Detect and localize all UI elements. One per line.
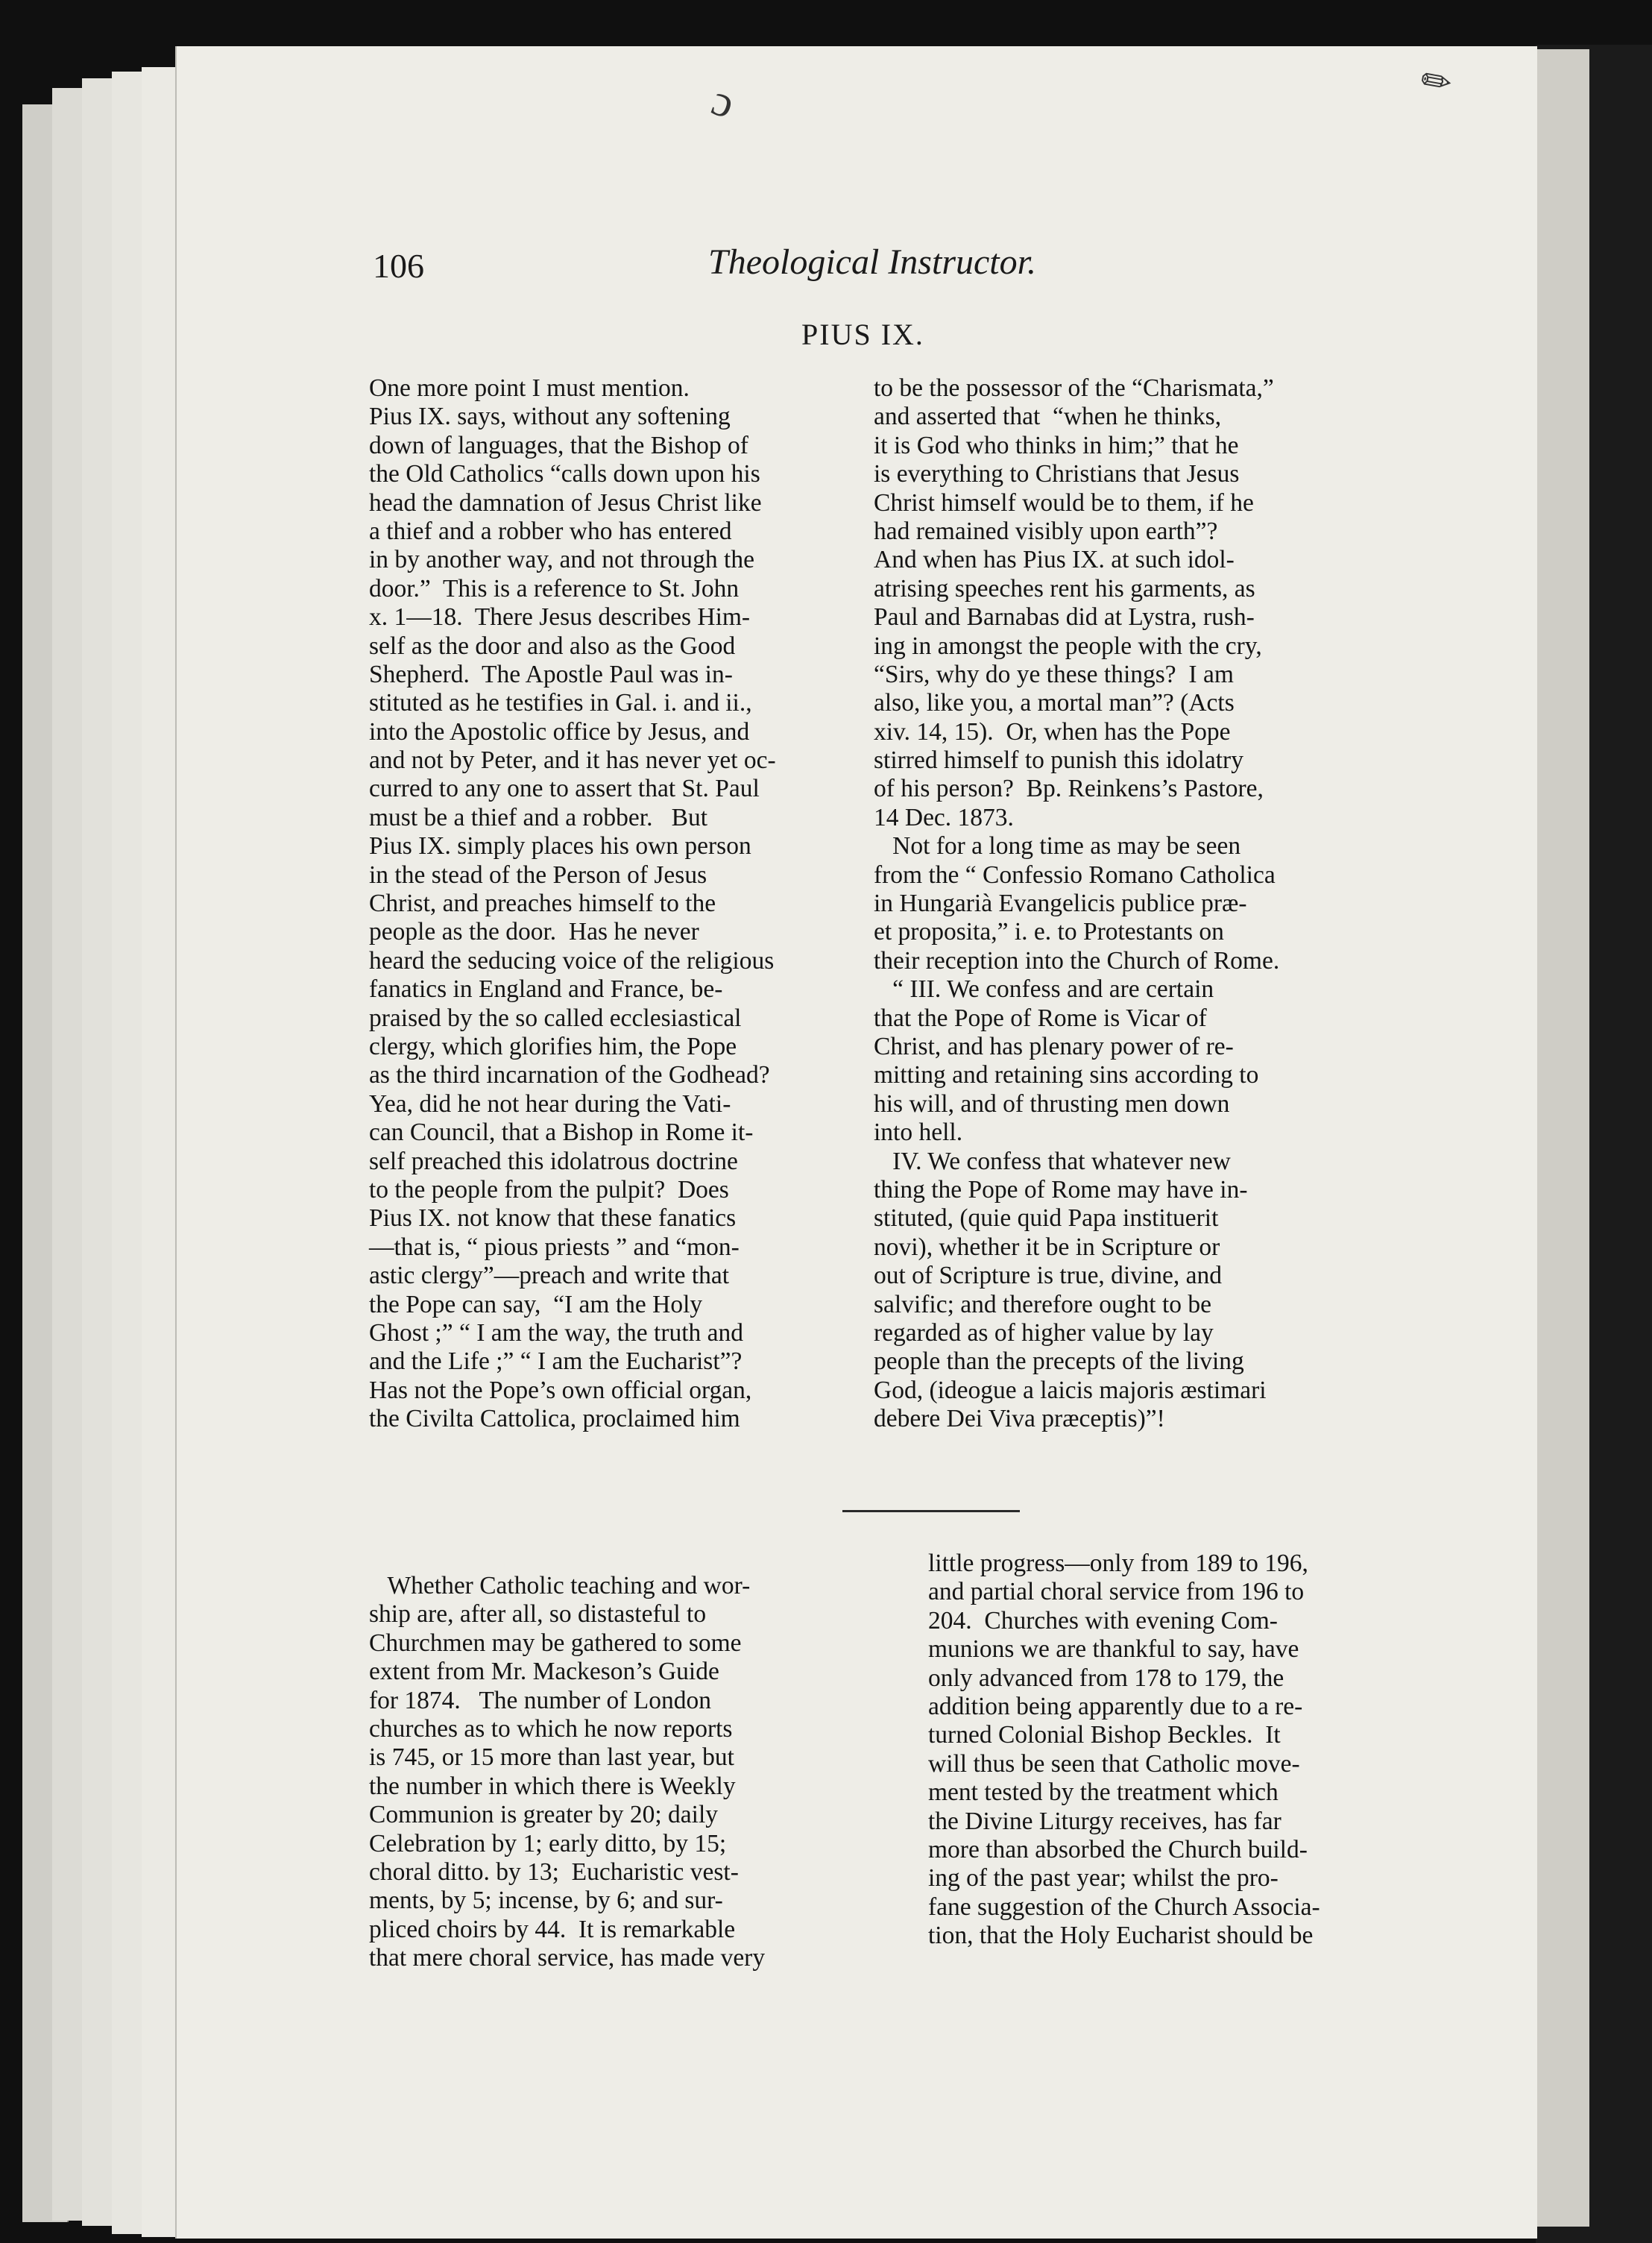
text-line: et proposita,” i. e. to Protestants on	[874, 918, 1224, 946]
text-line: atrising speeches rent his garments, as	[874, 574, 1255, 603]
text-line: —that is, “ pious priests ” and “mon-	[369, 1233, 740, 1261]
text-line: “ III. We confess and are certain	[874, 975, 1214, 1004]
text-line: stituted as he testifies in Gal. i. and ii.,	[369, 689, 752, 717]
text-line: the Divine Liturgy receives, has far	[928, 1807, 1281, 1835]
text-line: 14 Dec. 1873.	[874, 803, 1014, 831]
text-line: their reception into the Church of Rome.	[874, 946, 1280, 975]
running-title: Theological Instructor.	[708, 242, 1036, 282]
text-line: his will, and of thrusting men down	[874, 1089, 1230, 1118]
text-line: stituted, (quie quid Papa instituerit	[874, 1204, 1219, 1233]
text-line: Pius IX. says, without any softening	[369, 403, 731, 431]
page-header	[373, 242, 1409, 306]
text-line: door.” This is a reference to St. John	[369, 574, 740, 603]
text-line: curred to any one to assert that St. Paul	[369, 775, 760, 803]
text-line: ment tested by the treatment which	[928, 1778, 1279, 1807]
text-line: debere Dei Viva præceptis)”!	[874, 1405, 1165, 1433]
text-line: Shepherd. The Apostle Paul was in-	[369, 660, 733, 688]
text-line: is 745, or 15 more than last year, but	[369, 1743, 734, 1772]
text-line: in the stead of the Person of Jesus	[369, 861, 707, 889]
text-line: that mere choral service, has made very	[369, 1944, 766, 1972]
text-line: of his person? Bp. Reinkens’s Pastore,	[874, 775, 1264, 803]
text-line: praised by the so called ecclesiastical	[369, 1004, 742, 1032]
text-line: to be the possessor of the “Charismata,”	[874, 374, 1274, 402]
text-column-left-top	[369, 374, 776, 1433]
text-line: out of Scripture is true, divine, and	[874, 1262, 1223, 1290]
text-line: is everything to Christians that Jesus	[874, 460, 1240, 488]
text-line: turned Colonial Bishop Beckles. It	[928, 1721, 1281, 1749]
text-line: the Civilta Cattolica, proclaimed him	[369, 1405, 740, 1433]
text-line: 204. Churches with evening Com-	[928, 1606, 1278, 1635]
text-line: had remained visibly upon earth”?	[874, 517, 1218, 545]
text-line: people than the precepts of the living	[874, 1347, 1244, 1376]
text-line: only advanced from 178 to 179, the	[928, 1664, 1284, 1692]
text-line: mitting and retaining sins according to	[874, 1061, 1259, 1089]
text-line: self preached this idolatrous doctrine	[369, 1147, 738, 1175]
text-line: the Pope can say, “I am the Holy	[369, 1290, 703, 1318]
text-line: and the Life ;” “ I am the Eucharist”?	[369, 1347, 743, 1376]
text-line: thing the Pope of Rome may have in-	[874, 1175, 1248, 1204]
text-line: Not for a long time as may be seen	[874, 832, 1241, 861]
text-line: to the people from the pulpit? Does	[369, 1175, 729, 1204]
text-line: from the “ Confessio Romano Catholica	[874, 861, 1276, 889]
text-line: little progress—only from 189 to 196,	[928, 1550, 1308, 1577]
text-line: stirred himself to punish this idolatry	[874, 746, 1243, 775]
section-title: PIUS IX.	[801, 318, 924, 351]
text-line: fane suggestion of the Church Associa-	[928, 1893, 1320, 1921]
text-line: And when has Pius IX. at such idol-	[874, 546, 1235, 574]
text-line: Christ himself would be to them, if he	[874, 488, 1254, 517]
page-number: 106	[373, 247, 424, 285]
text-line: pliced choirs by 44. It is remarkable	[369, 1915, 736, 1943]
text-line: IV. We confess that whatever new	[874, 1147, 1231, 1175]
text-line: down of languages, that the Bishop of	[369, 431, 748, 459]
pencil-mark: ɔ	[705, 75, 742, 128]
text-line: extent from Mr. Mackeson’s Guide	[369, 1658, 719, 1686]
text-line: will thus be seen that Catholic move-	[928, 1749, 1300, 1778]
text-line: God, (ideogue a laicis majoris æstimari	[874, 1376, 1267, 1404]
text-line: the Old Catholics “calls down upon his	[369, 460, 760, 488]
text-line: also, like you, a mortal man”? (Acts	[874, 689, 1235, 717]
section-divider	[842, 1510, 1020, 1512]
text-line: Yea, did he not hear during the Vati-	[369, 1089, 731, 1118]
text-line: munions we are thankful to say, have	[928, 1635, 1299, 1664]
text-line: Whether Catholic teaching and wor-	[369, 1572, 751, 1599]
text-line: ing of the past year; whilst the pro-	[928, 1864, 1279, 1893]
text-line: choral ditto. by 13; Eucharistic vest-	[369, 1857, 739, 1886]
text-line: it is God who thinks in him;” that he	[874, 431, 1239, 459]
text-line: One more point I must mention.	[369, 374, 690, 402]
text-line: the number in which there is Weekly	[369, 1772, 736, 1800]
text-line: Christ, and preaches himself to the	[369, 890, 716, 918]
text-line: Pius IX. not know that these fanatics	[369, 1204, 737, 1233]
text-line: salvific; and therefore ought to be	[874, 1290, 1212, 1318]
text-line: and not by Peter, and it has never yet oc-	[369, 746, 776, 775]
text-line: tion, that the Holy Eucharist should be	[928, 1922, 1314, 1950]
text-column-left-bottom	[369, 1572, 765, 1972]
text-line: in by another way, and not through the	[369, 546, 754, 574]
text-line: addition being apparently due to a re-	[928, 1692, 1303, 1720]
text-line: must be a thief and a robber. But	[369, 803, 708, 831]
text-line: ing in amongst the people with the cry,	[874, 632, 1262, 660]
text-line: Pius IX. simply places his own person	[369, 832, 751, 861]
text-line: clergy, which glorifies him, the Pope	[369, 1032, 737, 1060]
pencil-mark: ✎	[1413, 57, 1461, 107]
text-line: can Council, that a Bishop in Rome it-	[369, 1119, 754, 1147]
text-line: heard the seducing voice of the religious	[369, 946, 775, 975]
text-column-right-top	[874, 374, 1279, 1433]
text-line: Communion is greater by 20; daily	[369, 1801, 719, 1829]
text-line: into the Apostolic office by Jesus, and	[369, 717, 750, 746]
text-line: Has not the Pope’s own official organ,	[369, 1376, 752, 1404]
text-line: head the damnation of Jesus Christ like	[369, 488, 762, 517]
text-line: “Sirs, why do ye these things? I am	[874, 660, 1234, 688]
text-line: regarded as of higher value by lay	[874, 1318, 1214, 1347]
text-line: and partial choral service from 196 to	[928, 1578, 1305, 1606]
text-line: a thief and a robber who has entered	[369, 517, 732, 545]
text-line: as the third incarnation of the Godhead?	[369, 1061, 770, 1089]
text-line: into hell.	[874, 1119, 963, 1147]
text-line: x. 1—18. There Jesus describes Him-	[369, 603, 751, 632]
text-line: churches as to which he now reports	[369, 1714, 733, 1743]
text-line: people as the door. Has he never	[369, 918, 699, 946]
text-line: ship are, after all, so distasteful to	[369, 1600, 707, 1629]
text-line: Churchmen may be gathered to some	[369, 1629, 742, 1657]
text-line: novi), whether it be in Scripture or	[874, 1233, 1220, 1261]
text-line: in Hungarià Evangelicis publice præ-	[874, 890, 1247, 918]
text-line: Christ, and has plenary power of re-	[874, 1032, 1234, 1060]
text-line: Paul and Barnabas did at Lystra, rush-	[874, 603, 1255, 632]
text-line: xiv. 14, 15). Or, when has the Pope	[874, 717, 1231, 746]
text-line: ments, by 5; incense, by 6; and sur-	[369, 1887, 723, 1915]
text-line: fanatics in England and France, be-	[369, 975, 723, 1004]
text-line: more than absorbed the Church build-	[928, 1835, 1308, 1863]
text-line: self as the door and also as the Good	[369, 632, 736, 660]
text-line: Celebration by 1; early ditto, by 15;	[369, 1829, 727, 1857]
text-line: for 1874. The number of London	[369, 1686, 711, 1714]
text-line: Ghost ;” “ I am the way, the truth and	[369, 1318, 744, 1347]
text-line: astic clergy”—preach and write that	[369, 1262, 730, 1290]
text-line: and asserted that “when he thinks,	[874, 403, 1222, 431]
facing-page-edge	[1537, 49, 1589, 2227]
text-column-right-bottom	[928, 1550, 1320, 1950]
text-line: that the Pope of Rome is Vicar of	[874, 1004, 1207, 1032]
